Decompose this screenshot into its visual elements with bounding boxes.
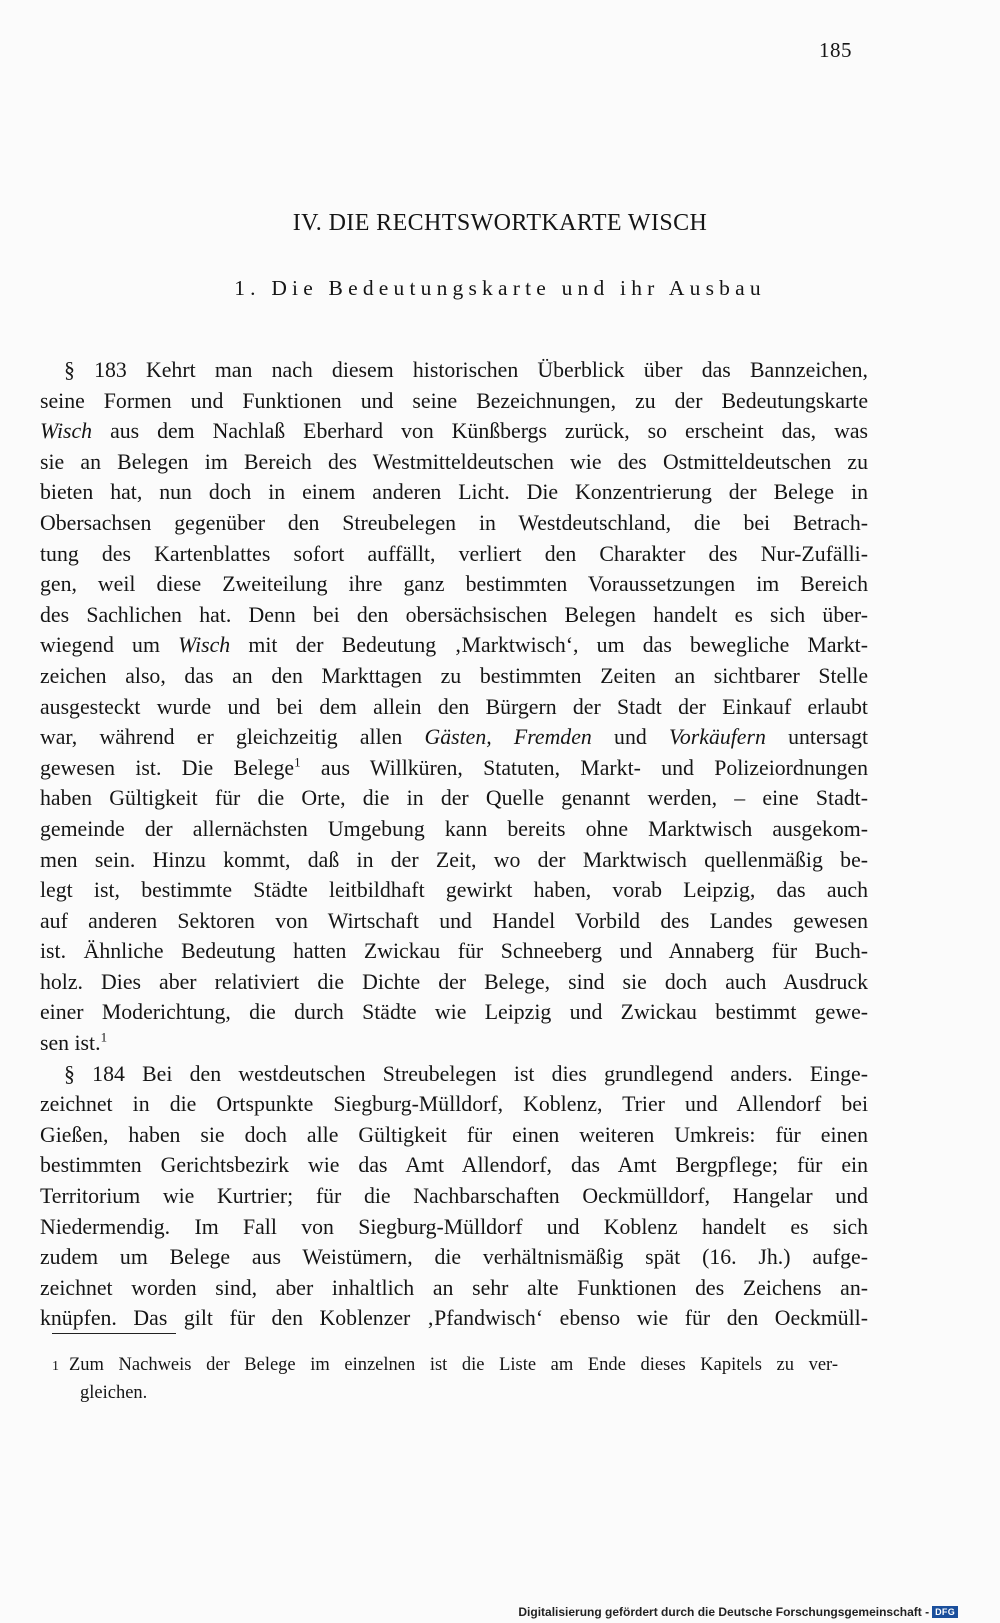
- text-fragment: und: [614, 725, 647, 750]
- italic-term: Wisch: [40, 419, 93, 444]
- chapter-title: IV. DIE RECHTSWORTKARTE WISCH: [292, 210, 708, 236]
- footnote-text: Zum Nachweis der Belege im einzelnen ist die Liste am Ende dieses Kapitels zu ver-: [69, 1355, 838, 1375]
- text-line: zeichnet worden sind, aber inhaltlich an sehr alte Funktionen des Zeichens an-: [40, 1275, 868, 1300]
- text-line: [40, 416, 868, 447]
- text-line: seine Formen und Funktionen und seine Bezeichnungen, zu der Bedeutungskarte: [40, 388, 868, 413]
- text-line: des Sachlichen hat. Denn bei den obersächsischen Belegen handelt es sich über-: [40, 602, 868, 627]
- footnote-line: gleichen.: [80, 1383, 148, 1403]
- section-title: 1. Die Bedeutungskarte und ihr Ausbau: [234, 276, 766, 300]
- text-line: Obersachsen gegenüber den Streubelegen in Westdeutschland, die bei Betrach-: [40, 510, 868, 535]
- text-line: holz. Dies aber relativiert die Dichte der Belege, sind sie doch auch Ausdruck: [40, 969, 868, 994]
- text-line: Gießen, haben sie doch alle Gültigkeit für einen weiteren Umkreis: für einen: [40, 1122, 868, 1147]
- text-line: knüpfen. Das gilt für den Koblenzer ‚Pfandwisch‘ ebenso wie für den Oeckmüll-: [40, 1306, 868, 1331]
- text-line: zeichnet in die Ortspunkte Siegburg-Mülldorf, Koblenz, Trier und Allendorf bei: [40, 1092, 868, 1117]
- page-number: 185: [819, 38, 852, 62]
- text-fragment: sen ist.: [40, 1031, 101, 1056]
- text-line: sie an Belegen im Bereich des Westmitteldeutschen wie des Ostmitteldeutschen zu: [40, 449, 868, 474]
- credit-text: Digitalisierung gefördert durch die Deutsche Forschungsgemeinschaft -: [518, 1605, 930, 1619]
- italic-term: Wisch: [178, 633, 231, 658]
- text-line: bestimmten Gerichtsbezirk wie das Amt Allendorf, das Amt Bergpflege; für ein: [40, 1153, 868, 1178]
- text-line: men sein. Hinzu kommt, daß in der Zeit, wo der Marktwisch quellenmäßig be-: [40, 847, 868, 872]
- text-line: zudem um Belege aus Weistümern, die verhältnismäßig spät (16. Jh.) aufge-: [40, 1245, 868, 1270]
- text-line: einer Moderichtung, die durch Städte wie Leipzig und Zwickau bestimmt gewe-: [40, 1000, 868, 1025]
- text-line: gen, weil diese Zweiteilung ihre ganz bestimmten Voraussetzungen im Bereich: [40, 572, 868, 597]
- text-fragment: wiegend um: [40, 633, 160, 658]
- text-line: legt ist, bestimmte Städte leitbildhaft gewirkt haben, vorab Leipzig, das auch: [40, 878, 868, 903]
- text-fragment: gewesen ist. Die Belege: [40, 755, 295, 780]
- text-line: zeichen also, das an den Markttagen zu bestimmten Zeiten an sichtbarer Stelle: [40, 663, 868, 688]
- footnote: [52, 1352, 838, 1407]
- text-line: Territorium wie Kurtrier; für die Nachbarschaften Oeckmülldorf, Hangelar und: [40, 1184, 868, 1209]
- text-line: [40, 722, 868, 753]
- text-line: ist. Ähnliche Bedeutung hatten Zwickau für Schneeberg und Annaberg für Buch-: [40, 939, 868, 964]
- digitization-credit: [518, 1605, 958, 1619]
- text-line: § 183 Kehrt man nach diesem historischen Überblick über das Bannzeichen,: [64, 358, 868, 382]
- italic-term: Gästen, Fremden: [424, 725, 592, 750]
- text-line: auf anderen Sektoren von Wirtschaft und Handel Vorbild des Landes gewesen: [40, 908, 868, 933]
- footnote-reference[interactable]: 1: [100, 1029, 108, 1045]
- footnote-reference[interactable]: 1: [294, 754, 301, 770]
- footnote-divider: [52, 1333, 176, 1334]
- text-line: gemeinde der allernächsten Umgebung kann bereits ohne Marktwisch ausgekom-: [40, 816, 868, 841]
- text-fragment: untersagt: [788, 725, 869, 750]
- text-line: tung des Kartenblattes sofort auffällt, verliert den Charakter des Nur-Zufälli-: [40, 541, 868, 566]
- text-fragment: mit der Bedeutung ‚Marktwisch‘, um das bewegliche Markt-: [248, 633, 868, 658]
- text-line: bieten hat, nun doch in einem anderen Licht. Die Konzentrierung der Belege in: [40, 480, 868, 505]
- footnote-number: 1: [52, 1359, 59, 1374]
- text-fragment: war, während er gleichzeitig allen: [40, 725, 403, 750]
- text-fragment: aus dem Nachlaß Eberhard von Künßbergs zurück, so erscheint das, was: [110, 419, 869, 444]
- text-line: [40, 630, 868, 661]
- text-line: [40, 753, 868, 784]
- text-fragment: aus Willküren, Statuten, Markt- und Polizeiordnungen: [320, 755, 868, 780]
- text-line: [40, 1028, 868, 1059]
- text-line: ausgesteckt wurde und bei dem allein den Bürgern der Stadt der Einkauf erlaubt: [40, 694, 868, 719]
- footnote-line: [52, 1352, 838, 1380]
- dfg-logo: DFG: [932, 1606, 958, 1618]
- text-line: haben Gültigkeit für die Orte, die in der Quelle genannt werden, – eine Stadt-: [40, 786, 868, 811]
- italic-term: Vorkäufern: [669, 725, 766, 750]
- text-line: Niedermendig. Im Fall von Siegburg-Mülldorf und Koblenz handelt es sich: [40, 1214, 868, 1239]
- text-line: § 184 Bei den westdeutschen Streubelegen ist dies grundlegend anders. Einge-: [64, 1061, 868, 1086]
- body-text: [40, 355, 868, 1334]
